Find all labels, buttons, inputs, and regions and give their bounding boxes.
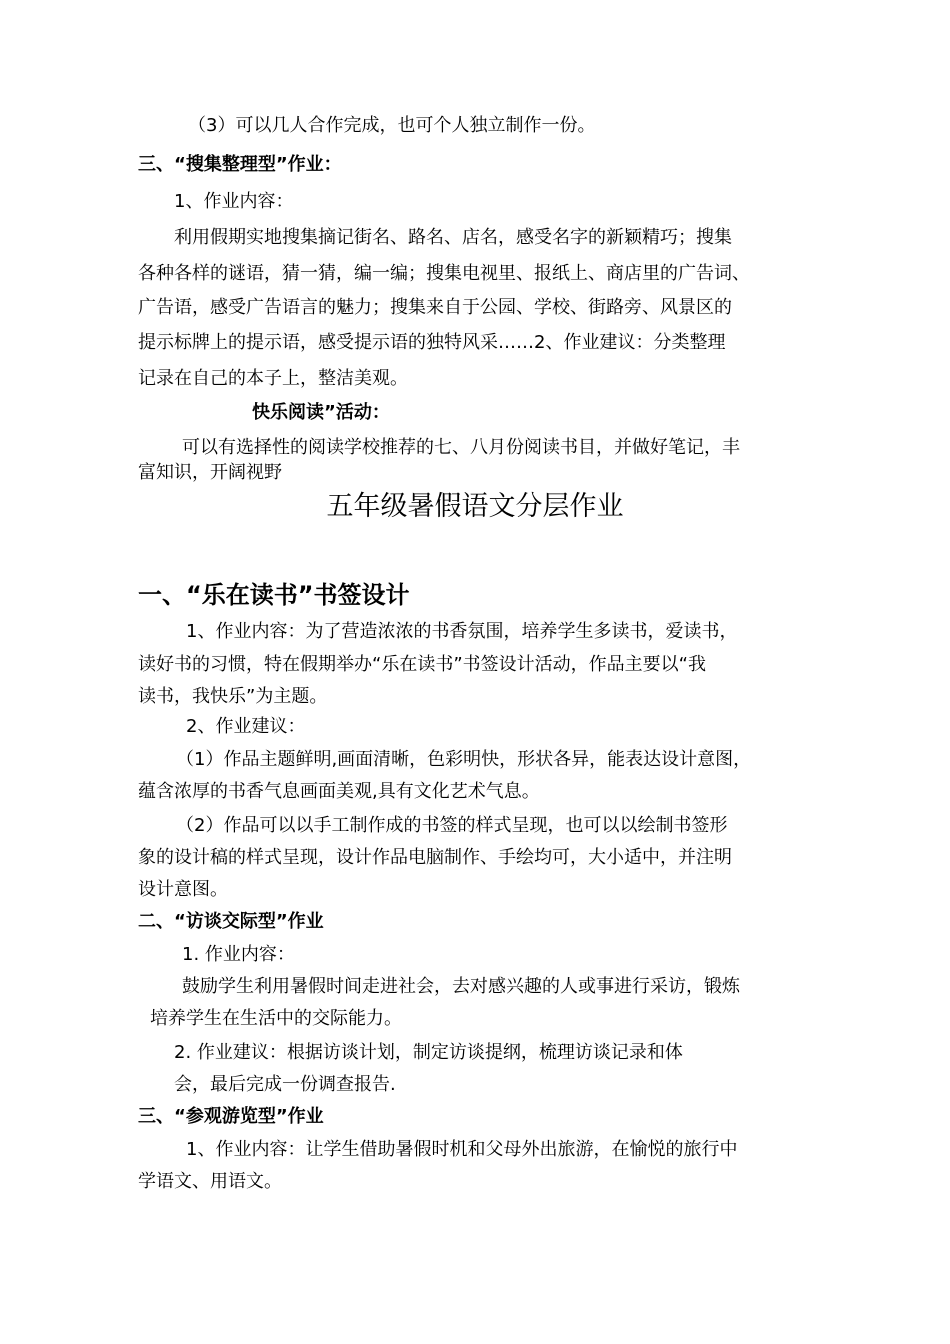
advice-2-line: 象的设计稿的样式呈现，设计作品电脑制作、手绘均可，大小适中，并注明 bbox=[138, 847, 732, 868]
advice-2-line: 设计意图。 bbox=[138, 879, 228, 900]
advice-1-line: 蕴含浓厚的书香气息画面美观,具有文化艺术气息。 bbox=[138, 781, 540, 802]
paragraph-line: 利用假期实地搜集摘记街名、路名、店名，感受名字的新颖精巧；搜集 bbox=[174, 227, 732, 248]
paragraph-line: 提示标牌上的提示语，感受提示语的独特风采……2、作业建议：分类整理 bbox=[138, 332, 726, 353]
section-1-content-line: 读书，我快乐”为主题。 bbox=[138, 686, 328, 707]
reading-line: 富知识，开阔视野 bbox=[138, 462, 282, 483]
paragraph-line: 广告语，感受广告语言的魅力；搜集来自于公园、学校、街路旁、风景区的 bbox=[138, 297, 732, 318]
section-3-collect-heading: 三、“搜集整理型”作业： bbox=[138, 154, 342, 175]
paragraph-line: 记录在自己的本子上，整洁美观。 bbox=[138, 368, 408, 389]
section-3-content-line: 学语文、用语文。 bbox=[138, 1171, 282, 1192]
section-2-advice-line: 会，最后完成一份调查报告. bbox=[174, 1074, 396, 1095]
section-3-content-line: 1、作业内容：让学生借助暑假时机和父母外出旅游，在愉悦的旅行中 bbox=[186, 1139, 738, 1160]
section-2-content-label: 1. 作业内容： bbox=[182, 944, 295, 965]
section-1-content-line: 1、作业内容：为了营造浓浓的书香氛围，培养学生多读书，爱读书， bbox=[186, 621, 738, 642]
section-3-tour-heading: 三、“参观游览型”作业 bbox=[138, 1106, 324, 1127]
section-2-content-line: 培养学生在生活中的交际能力。 bbox=[150, 1008, 402, 1029]
content-label: 1、作业内容： bbox=[174, 191, 294, 212]
section-1-advice-label: 2、作业建议： bbox=[186, 716, 306, 737]
advice-1-line: （1）作品主题鲜明,画面清晰，色彩明快，形状各异，能表达设计意图， bbox=[176, 749, 752, 770]
section-2-content-line: 鼓励学生利用暑假时间走进社会，去对感兴趣的人或事进行采访，锻炼 bbox=[182, 976, 740, 997]
reading-line: 可以有选择性的阅读学校推荐的七、八月份阅读书目，并做好笔记，丰 bbox=[182, 437, 740, 458]
section-2-heading: 二、“访谈交际型”作业 bbox=[138, 911, 324, 932]
section-1-content-line: 读好书的习惯，特在假期举办“乐在读书”书签设计活动，作品主要以“我 bbox=[138, 654, 706, 675]
paragraph-line: 各种各样的谜语，猜一猜，编一编；搜集电视里、报纸上、商店里的广告词、 bbox=[138, 263, 750, 284]
section-2-advice-line: 2. 作业建议：根据访谈计划，制定访谈提纲，梳理访谈记录和体 bbox=[174, 1042, 683, 1063]
item-3-text: （3）可以几人合作完成，也可个人独立制作一份。 bbox=[188, 115, 596, 136]
section-1-heading: 一、“乐在读书”书签设计 bbox=[138, 581, 410, 609]
reading-heading: 快乐阅读”活动： bbox=[252, 402, 390, 423]
document-title: 五年级暑假语文分层作业 bbox=[326, 491, 624, 522]
advice-2-line: （2）作品可以以手工制作成的书签的样式呈现，也可以以绘制书签形 bbox=[176, 815, 728, 836]
